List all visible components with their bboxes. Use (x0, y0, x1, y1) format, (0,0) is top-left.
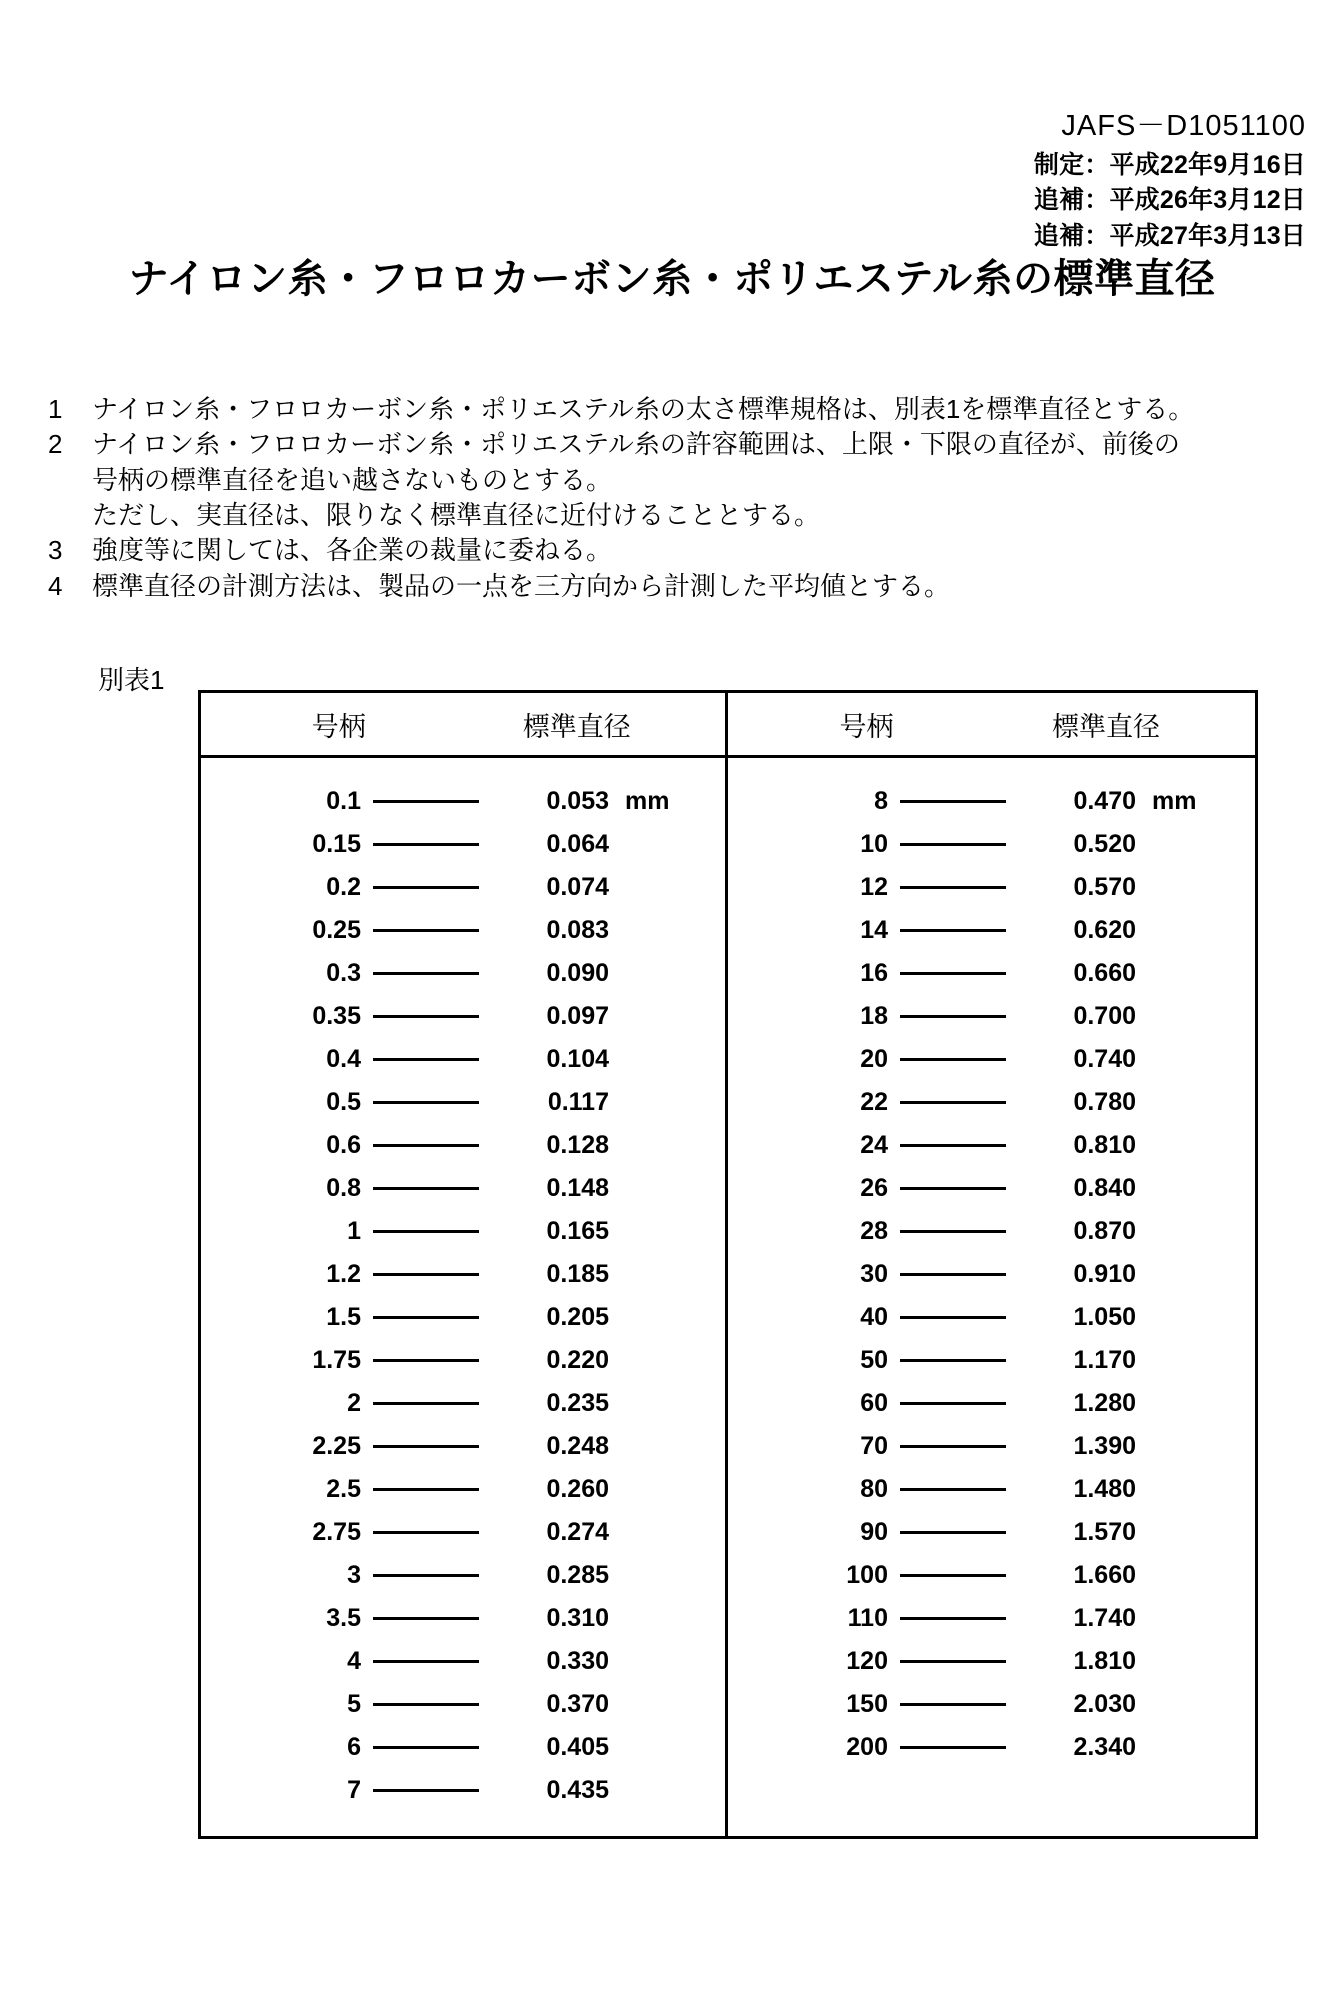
cell-diameter: 1.170 (1073, 1346, 1136, 1374)
table-row (201, 1382, 725, 1425)
clause-item-1 (48, 392, 1318, 427)
dash-connector (361, 1746, 491, 1749)
cell-gou: 30 (860, 1260, 888, 1288)
cell-gou: 0.5 (326, 1088, 361, 1116)
table-row (728, 1683, 1255, 1726)
dash-connector (888, 1144, 1018, 1147)
cell-diameter: 0.840 (1073, 1174, 1136, 1202)
table-row (201, 1683, 725, 1726)
clause-2-continuation-1: 号柄の標準直径を追い越さないものとする。 (92, 464, 613, 495)
dash-connector (888, 1230, 1018, 1233)
table-row (201, 1511, 725, 1554)
cell-diameter: 0.780 (1073, 1088, 1136, 1116)
cell-diameter: 0.285 (546, 1561, 609, 1589)
column-header-diameter: 標準直径 (522, 711, 631, 742)
cell-diameter: 0.117 (547, 1088, 609, 1116)
cell-diameter: 1.480 (1073, 1475, 1136, 1503)
cell-gou: 4 (347, 1647, 361, 1675)
table-row (728, 780, 1255, 823)
clause-2-continuation-2: ただし、実直径は、限りなく標準直径に近付けることとする。 (92, 500, 821, 531)
table-row (201, 995, 725, 1038)
table-caption: 別表1 (98, 665, 165, 695)
table-row (201, 1124, 725, 1167)
clause-text: ナイロン糸・フロロカーボン糸・ポリエステル糸の太さ標準規格は、別表1を標準直径とする。 (92, 394, 1195, 424)
dash-connector (361, 972, 491, 975)
cell-gou: 12 (860, 873, 888, 901)
table-row (201, 866, 725, 909)
cell-diameter: 2.030 (1073, 1690, 1136, 1718)
cell-gou: 1.75 (312, 1346, 361, 1374)
dash-connector (888, 1660, 1018, 1663)
cell-diameter: 0.185 (546, 1260, 609, 1288)
cell-diameter: 1.810 (1073, 1647, 1136, 1675)
cell-gou: 0.1 (326, 787, 361, 815)
table-row (728, 1382, 1255, 1425)
cell-gou: 1.2 (326, 1260, 361, 1288)
cell-diameter: 0.097 (546, 1002, 609, 1030)
dash-connector (888, 1058, 1018, 1061)
dash-connector (361, 1058, 491, 1061)
table-row (728, 823, 1255, 866)
dash-connector (888, 929, 1018, 932)
table-row (728, 1253, 1255, 1296)
table-panel-left (201, 693, 728, 1836)
dash-connector (888, 1445, 1018, 1448)
dash-connector (888, 1316, 1018, 1319)
cell-gou: 0.2 (326, 873, 361, 901)
clause-item-3 (48, 533, 1318, 568)
table-header-row-left (201, 693, 725, 758)
table-row (728, 952, 1255, 995)
cell-diameter: 0.274 (546, 1518, 609, 1546)
table-row (201, 1210, 725, 1253)
cell-diameter: 0.870 (1073, 1217, 1136, 1245)
cell-gou: 22 (860, 1088, 888, 1116)
cell-diameter: 0.083 (546, 916, 609, 944)
dash-connector (361, 1273, 491, 1276)
cell-diameter: 0.810 (1073, 1131, 1136, 1159)
dash-connector (888, 1402, 1018, 1405)
dash-connector (361, 1101, 491, 1104)
document-date-amendment-1: 追補：平成26年3月12日 (1033, 186, 1306, 215)
document-date-established: 制定：平成22年9月16日 (1033, 150, 1306, 179)
dash-connector (888, 1015, 1018, 1018)
table-row (728, 1425, 1255, 1468)
cell-gou: 150 (846, 1690, 888, 1718)
cell-gou: 0.4 (326, 1045, 361, 1073)
cell-gou: 10 (860, 830, 888, 858)
table-row (728, 1167, 1255, 1210)
cell-gou: 1 (347, 1217, 361, 1245)
cell-gou: 0.8 (326, 1174, 361, 1202)
cell-diameter: 1.280 (1073, 1389, 1136, 1417)
cell-diameter: 0.310 (546, 1604, 609, 1632)
cell-gou: 3 (347, 1561, 361, 1589)
column-header-gou: 号柄 (839, 711, 894, 742)
table-row (728, 1210, 1255, 1253)
dash-connector (888, 1187, 1018, 1190)
clause-number: 3 (48, 535, 63, 566)
table-header-row-right (728, 693, 1255, 758)
column-header-gou: 号柄 (311, 711, 366, 742)
table-row (728, 1468, 1255, 1511)
clause-text: 強度等に関しては、各企業の裁量に委ねる。 (92, 535, 613, 566)
table-body-left (201, 758, 725, 1836)
table-row (201, 780, 725, 823)
cell-gou: 0.25 (312, 916, 361, 944)
dash-connector (361, 1144, 491, 1147)
dash-connector (361, 1617, 491, 1620)
table-row (201, 1253, 725, 1296)
cell-gou: 0.3 (326, 959, 361, 987)
clause-number: 4 (48, 570, 63, 601)
document-header (1034, 108, 1306, 252)
dash-connector (888, 1617, 1018, 1620)
cell-gou: 40 (860, 1303, 888, 1331)
cell-diameter: 0.220 (546, 1346, 609, 1374)
dash-connector (361, 1574, 491, 1577)
cell-diameter: 0.330 (546, 1647, 609, 1675)
dash-connector (361, 1316, 491, 1319)
document-date-amendment-2: 追補：平成27年3月13日 (1033, 221, 1306, 250)
table-panel-right (728, 693, 1255, 1836)
table-row (201, 1339, 725, 1382)
dash-connector (888, 1574, 1018, 1577)
cell-gou: 28 (860, 1217, 888, 1245)
dash-connector (361, 1402, 491, 1405)
cell-diameter: 0.660 (1073, 959, 1136, 987)
cell-gou: 50 (860, 1346, 888, 1374)
cell-gou: 20 (860, 1045, 888, 1073)
dash-connector (888, 1273, 1018, 1276)
cell-diameter: 0.570 (1073, 873, 1136, 901)
cell-gou: 8 (874, 787, 888, 815)
cell-diameter: 0.148 (546, 1174, 609, 1202)
cell-diameter: 0.205 (546, 1303, 609, 1331)
cell-gou: 0.35 (312, 1002, 361, 1030)
dash-connector (361, 1445, 491, 1448)
standard-diameter-table (198, 690, 1258, 1839)
clause-number: 2 (48, 429, 63, 460)
table-row-spacer (728, 1769, 1255, 1812)
table-row (201, 1296, 725, 1339)
cell-diameter: 0.064 (546, 830, 609, 858)
dash-connector (361, 1531, 491, 1534)
table-row (728, 1640, 1255, 1683)
page-title: ナイロン糸・フロロカーボン糸・ポリエステル糸の標準直径 (128, 257, 1216, 301)
cell-diameter: 0.910 (1073, 1260, 1136, 1288)
cell-gou: 1.5 (326, 1303, 361, 1331)
cell-gou: 14 (860, 916, 888, 944)
dash-connector (361, 1488, 491, 1491)
cell-diameter: 0.104 (546, 1045, 609, 1073)
document-code: JAFS－D1051100 (1061, 110, 1306, 142)
cell-diameter: 0.435 (546, 1776, 609, 1804)
cell-gou: 70 (860, 1432, 888, 1460)
table-row (728, 866, 1255, 909)
cell-diameter: 0.165 (546, 1217, 609, 1245)
cell-gou: 2.25 (312, 1432, 361, 1460)
dash-connector (888, 1531, 1018, 1534)
table-row (728, 1038, 1255, 1081)
cell-diameter: 0.700 (1073, 1002, 1136, 1030)
cell-diameter: 0.370 (546, 1690, 609, 1718)
clause-number: 1 (48, 394, 63, 424)
dash-connector (361, 886, 491, 889)
clause-item-2 (48, 427, 1318, 462)
cell-diameter: 0.405 (546, 1733, 609, 1761)
table-row (201, 823, 725, 866)
dash-connector (361, 843, 491, 846)
cell-gou: 2.75 (312, 1518, 361, 1546)
dash-connector (361, 1703, 491, 1706)
table-row (728, 1124, 1255, 1167)
cell-diameter: 1.570 (1073, 1518, 1136, 1546)
dash-connector (888, 1101, 1018, 1104)
cell-gou: 200 (846, 1733, 888, 1761)
dash-connector (888, 1746, 1018, 1749)
dash-connector (361, 929, 491, 932)
table-row (728, 1511, 1255, 1554)
cell-gou: 100 (846, 1561, 888, 1589)
dash-connector (888, 1488, 1018, 1491)
cell-diameter: 0.235 (546, 1389, 609, 1417)
column-header-diameter: 標準直径 (1051, 711, 1160, 742)
table-row (201, 1038, 725, 1081)
table-row (201, 1425, 725, 1468)
cell-gou: 5 (347, 1690, 361, 1718)
dash-connector (888, 843, 1018, 846)
cell-gou: 26 (860, 1174, 888, 1202)
cell-gou: 16 (860, 959, 888, 987)
table-row (728, 1726, 1255, 1769)
clause-list (48, 392, 1318, 604)
table-row (728, 909, 1255, 952)
table-row (201, 1726, 725, 1769)
cell-diameter: 1.740 (1073, 1604, 1136, 1632)
cell-diameter: 0.248 (546, 1432, 609, 1460)
dash-connector (361, 1230, 491, 1233)
clause-text: ナイロン糸・フロロカーボン糸・ポリエステル糸の許容範囲は、上限・下限の直径が、前後の (92, 429, 1180, 460)
table-row (201, 1554, 725, 1597)
table-row (201, 1769, 725, 1812)
cell-diameter: 0.520 (1073, 830, 1136, 858)
cell-gou: 60 (860, 1389, 888, 1417)
clause-text: 標準直径の計測方法は、製品の一点を三方向から計測した平均値とする。 (92, 570, 951, 601)
dash-connector (361, 1359, 491, 1362)
table-row (201, 1167, 725, 1210)
cell-diameter: 0.740 (1073, 1045, 1136, 1073)
dash-connector (888, 1359, 1018, 1362)
table-row (728, 995, 1255, 1038)
dash-connector (361, 1015, 491, 1018)
table-row (728, 1597, 1255, 1640)
cell-unit: mm (1152, 787, 1197, 815)
cell-diameter: 0.260 (546, 1475, 609, 1503)
cell-gou: 0.15 (312, 830, 361, 858)
dash-connector (888, 1703, 1018, 1706)
table-row (728, 1554, 1255, 1597)
dash-connector (888, 800, 1018, 803)
cell-gou: 120 (846, 1647, 888, 1675)
clause-item-4 (48, 569, 1318, 604)
table-row (201, 952, 725, 995)
cell-gou: 2 (347, 1389, 361, 1417)
cell-diameter: 0.128 (546, 1131, 609, 1159)
table-row (201, 1640, 725, 1683)
cell-gou: 2.5 (326, 1475, 361, 1503)
table-row (201, 1468, 725, 1511)
cell-diameter: 0.053 (546, 787, 609, 815)
dash-connector (361, 1789, 491, 1792)
cell-gou: 7 (347, 1776, 361, 1804)
cell-diameter: 0.074 (546, 873, 609, 901)
table-row (201, 909, 725, 952)
dash-connector (361, 1187, 491, 1190)
cell-gou: 18 (860, 1002, 888, 1030)
cell-gou: 3.5 (326, 1604, 361, 1632)
table-row (201, 1081, 725, 1124)
dash-connector (888, 886, 1018, 889)
cell-gou: 0.6 (326, 1131, 361, 1159)
table-row (201, 1597, 725, 1640)
cell-gou: 80 (860, 1475, 888, 1503)
cell-diameter: 1.660 (1073, 1561, 1136, 1589)
cell-gou: 90 (860, 1518, 888, 1546)
cell-diameter: 2.340 (1073, 1733, 1136, 1761)
dash-connector (361, 1660, 491, 1663)
table-row (728, 1339, 1255, 1382)
cell-diameter: 1.050 (1073, 1303, 1136, 1331)
cell-gou: 24 (860, 1131, 888, 1159)
dash-connector (888, 972, 1018, 975)
cell-gou: 6 (347, 1733, 361, 1761)
cell-gou: 110 (847, 1604, 888, 1632)
cell-diameter: 1.390 (1073, 1432, 1136, 1460)
dash-connector (361, 800, 491, 803)
cell-diameter: 0.470 (1073, 787, 1136, 815)
table-row (728, 1081, 1255, 1124)
cell-diameter: 0.090 (546, 959, 609, 987)
table-row (728, 1296, 1255, 1339)
table-body-right (728, 758, 1255, 1836)
cell-unit: mm (625, 787, 670, 815)
cell-diameter: 0.620 (1073, 916, 1136, 944)
